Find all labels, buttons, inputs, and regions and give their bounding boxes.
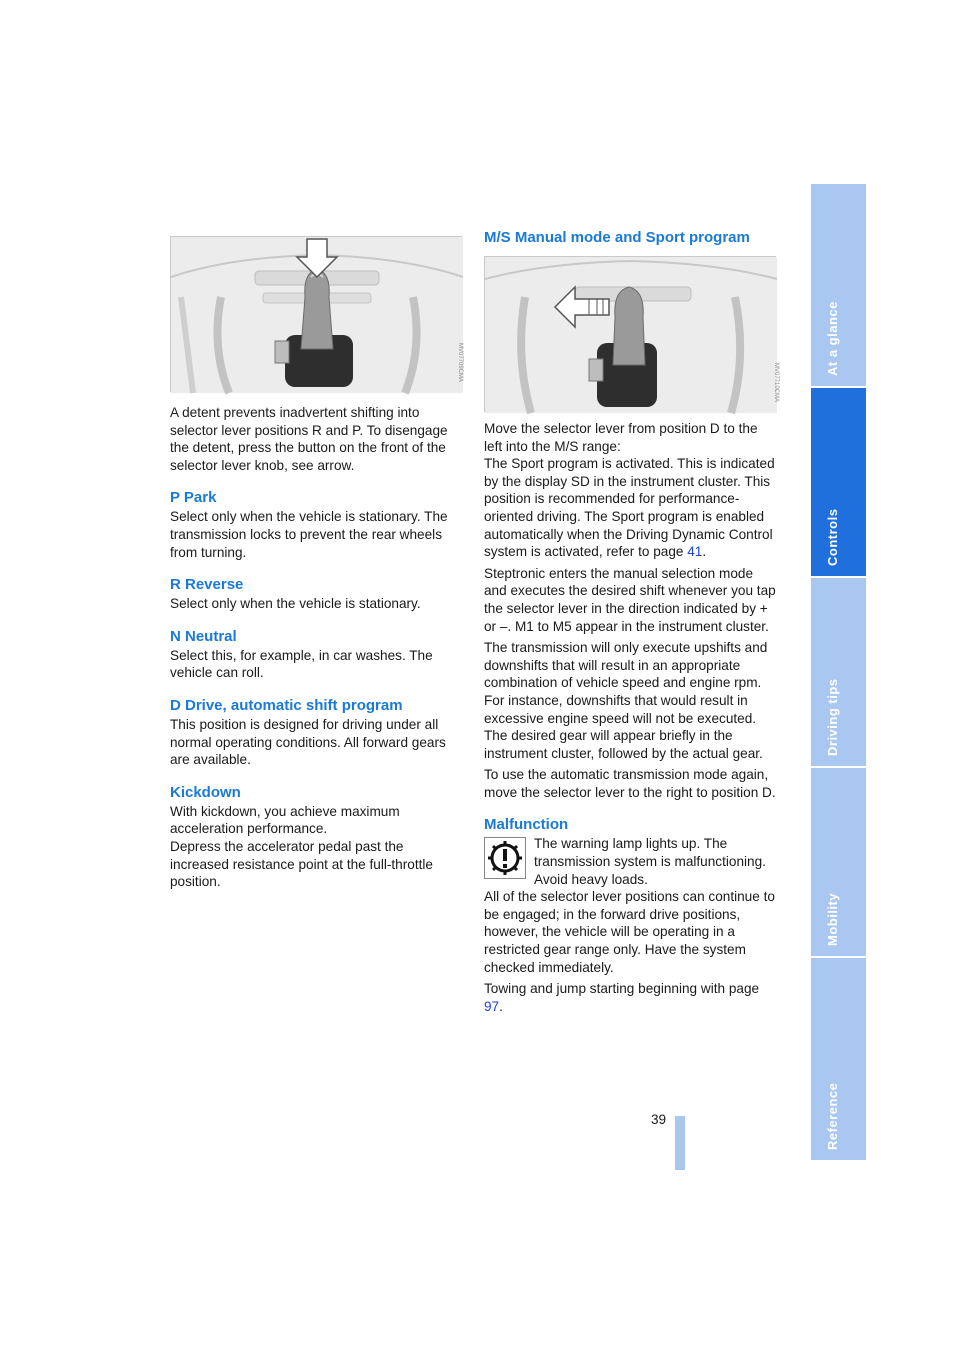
- page-number: 39: [651, 1112, 667, 1127]
- section-heading-kickdown: Kickdown: [170, 783, 241, 801]
- tab-label: At a glance: [825, 301, 840, 376]
- page-link-41[interactable]: 41: [687, 544, 703, 560]
- tab-reference[interactable]: [811, 958, 866, 1160]
- section-heading-reverse: R Reverse: [170, 576, 244, 594]
- towing-end: .: [499, 998, 503, 1014]
- tab-driving-tips[interactable]: [811, 578, 866, 766]
- tab-at-a-glance[interactable]: [811, 184, 866, 386]
- manual-mode-para-3: Steptronic enters the manual selection mode and executes the desired shift whenever you tap the selector lever in the direction indicated by + or –. M1 to M5 appear in the instrument cluster.: [484, 565, 776, 634]
- tab-controls[interactable]: [811, 388, 866, 576]
- section-body-kickdown: With kickdown, you achieve maximum acceleration performance.: [170, 803, 400, 837]
- tab-mobility[interactable]: [811, 768, 866, 956]
- warning-row: [484, 835, 776, 888]
- manual-mode-para-4: The transmission will only execute upshifts and downshifts that will result in an appropriate combination of vehicle speed and engine rpm. For instance, downshifts that would result in excessive engine speed will not be executed. The desired gear will appear briefly in the instrument cluster, followed by the actual gear.: [484, 640, 768, 761]
- section-heading-park: P Park: [170, 489, 217, 507]
- section-body-park: Select only when the vehicle is stationary. The transmission locks to prevent the rear wheels from turning.: [170, 509, 448, 560]
- page-marker-bar: [675, 1116, 685, 1170]
- section-body-drive: This position is designed for driving under all normal operating conditions. All forward gears are available.: [170, 716, 446, 768]
- selector-lever-figure: [170, 236, 462, 392]
- transmission-warning-icon: [484, 837, 526, 879]
- manual-mode-illustration: [485, 257, 777, 413]
- section-body-reverse: Select only when the vehicle is stationary.: [170, 596, 421, 612]
- towing-text: Towing and jump starting beginning with page: [484, 981, 760, 997]
- section-heading-drive: D Drive, automatic shift program: [170, 696, 403, 714]
- section-body-kickdown-2: Depress the accelerator pedal past the increased resistance point at the full-throttle position.: [170, 838, 433, 890]
- tab-label: Driving tips: [825, 678, 840, 756]
- tab-label: Reference: [825, 1082, 840, 1150]
- figure-code-left: MV07709CMA: [457, 343, 463, 383]
- page-link-97[interactable]: 97: [484, 998, 500, 1014]
- section-heading-manual-sport: M/S Manual mode and Sport program: [484, 229, 750, 246]
- para-2-text: The Sport program is activated. This is indicated by the display SD in the instrument cluster. This position is recommended for performance-oriented driving. The Sport program is enabled automatically when the Driving Dynamic Control system is activated, refer to page: [484, 456, 775, 560]
- section-body-neutral: Select this, for example, in car washes. The vehicle can roll.: [170, 647, 433, 681]
- tab-label: Mobility: [825, 892, 840, 946]
- left-column: [170, 236, 462, 895]
- selector-lever-illustration: [171, 237, 463, 393]
- right-column: [484, 228, 779, 1019]
- manual-mode-para-2: [484, 455, 776, 561]
- para-2-end: .: [702, 544, 707, 560]
- manual-mode-para-5: To use the automatic transmission mode again, move the selector lever to the right to position D.: [484, 767, 776, 800]
- tab-label: Controls: [825, 508, 840, 566]
- manual-mode-figure: [484, 256, 779, 412]
- figure-code-right: MV07710CMA: [773, 363, 779, 403]
- malfunction-warning-text: The warning lamp lights up. The transmission system is malfunctioning. Avoid heavy loads.: [534, 836, 766, 887]
- section-heading-malfunction: Malfunction: [484, 816, 569, 834]
- towing-paragraph: [484, 980, 776, 1015]
- intro-paragraph: A detent prevents inadvertent shifting into selector lever positions R and P. To disengage the detent, press the button on the front of the selector lever knob, see arrow.: [170, 405, 448, 473]
- manual-mode-para-1: Move the selector lever from position D to the left into the M/S range:: [484, 421, 758, 454]
- section-heading-neutral: N Neutral: [170, 627, 237, 645]
- chapter-tabs: [811, 184, 866, 1162]
- malfunction-body: All of the selector lever positions can continue to be engaged; in the forward drive positions, however, the vehicle will be operating in a restricted gear range only. Have the system checked immediately.: [484, 889, 775, 975]
